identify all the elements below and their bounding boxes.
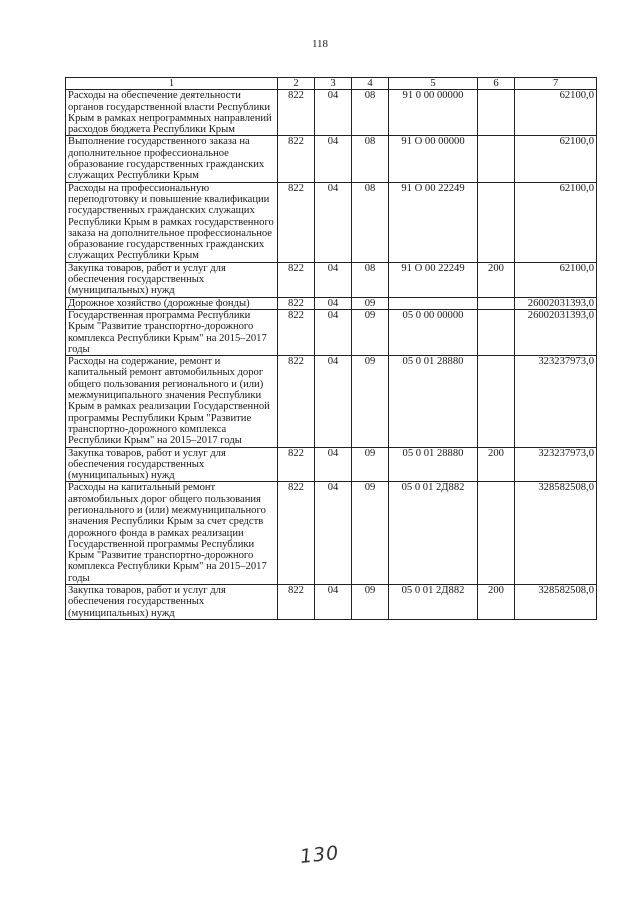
column-header: 1 [66,78,278,90]
table-row [66,356,597,447]
row-code-5: 05 0 00 00000 [389,309,478,355]
row-code-5: 05 0 01 2Д882 [389,482,478,585]
row-code-2: 822 [278,297,315,309]
row-amount: 323237973,0 [515,447,597,482]
row-name: Государственная программа Республики Крым "Развитие транспортно-дорожного комплекса Республики Крым" на 2015–2017 годы [66,309,278,355]
row-code-4: 08 [352,262,389,297]
row-amount: 328582508,0 [515,482,597,585]
row-code-3: 04 [315,585,352,620]
row-code-2: 822 [278,309,315,355]
row-code-6 [478,297,515,309]
handwritten-page-note: 130 [298,842,341,868]
row-code-4: 08 [352,136,389,182]
row-code-3: 04 [315,262,352,297]
row-code-2: 822 [278,447,315,482]
row-code-5: 05 0 01 28880 [389,447,478,482]
row-code-5: 91 0 00 00000 [389,90,478,136]
row-code-4: 09 [352,447,389,482]
column-header: 4 [352,78,389,90]
column-header: 5 [389,78,478,90]
table-row [66,447,597,482]
row-code-4: 09 [352,482,389,585]
table-row [66,482,597,585]
column-header: 3 [315,78,352,90]
row-amount: 323237973,0 [515,356,597,447]
row-code-5: 91 О 00 22249 [389,182,478,262]
row-code-2: 822 [278,182,315,262]
row-code-4: 08 [352,182,389,262]
row-code-3: 04 [315,356,352,447]
row-code-3: 04 [315,182,352,262]
column-header: 6 [478,78,515,90]
row-code-6: 200 [478,262,515,297]
row-code-5 [389,297,478,309]
row-name: Закупка товаров, работ и услуг для обеспечения государственных (муниципальных) нужд [66,447,278,482]
row-name: Закупка товаров, работ и услуг для обеспечения государственных (муниципальных) нужд [66,262,278,297]
row-code-2: 822 [278,356,315,447]
row-amount: 328582508,0 [515,585,597,620]
row-name: Закупка товаров, работ и услуг для обеспечения государственных (муниципальных) нужд [66,585,278,620]
row-name: Расходы на профессиональную переподготовку и повышение квалификации государственных гражданских служащих Республики Крым в рамках государственного заказа на дополнительное профессиональное образование государственных гражданских служащих Республики Крым [66,182,278,262]
row-name: Дорожное хозяйство (дорожные фонды) [66,297,278,309]
table-row [66,182,597,262]
row-amount: 26002031393,0 [515,297,597,309]
row-amount: 62100,0 [515,90,597,136]
row-code-2: 822 [278,482,315,585]
row-code-5: 91 О 00 22249 [389,262,478,297]
row-code-4: 08 [352,90,389,136]
row-code-6: 200 [478,585,515,620]
row-code-2: 822 [278,585,315,620]
row-amount: 26002031393,0 [515,309,597,355]
row-code-2: 822 [278,262,315,297]
row-code-6 [478,136,515,182]
row-name: Расходы на капитальный ремонт автомобильных дорог общего пользования регионального и (или) межмуниципального значения Республики Крым за счет средств дорожного фонда в рамках реализации Государственной программы Республики Крым "Развитие транспортно-дорожного комплекса Республики Крым" на 2015–2017 годы [66,482,278,585]
row-code-4: 09 [352,356,389,447]
row-code-3: 04 [315,482,352,585]
row-code-6 [478,90,515,136]
column-header: 2 [278,78,315,90]
row-code-3: 04 [315,136,352,182]
row-code-3: 04 [315,90,352,136]
row-name: Выполнение государственного заказа на дополнительное профессиональное образование государственных гражданских служащих Республики Крым [66,136,278,182]
table-row [66,585,597,620]
row-code-5: 91 О 00 00000 [389,136,478,182]
column-header: 7 [515,78,597,90]
row-code-4: 09 [352,297,389,309]
table-row [66,90,597,136]
row-code-4: 09 [352,585,389,620]
row-amount: 62100,0 [515,262,597,297]
row-code-6: 200 [478,447,515,482]
budget-table [65,77,597,620]
row-name: Расходы на содержание, ремонт и капитальный ремонт автомобильных дорог общего пользования регионального и (или) межмуниципального значения Республики Крым в рамках реализации Государственной программы Республики Крым "Развитие транспортно-дорожного комплекса Республики Крым" на 2015–2017 годы [66,356,278,447]
row-code-2: 822 [278,90,315,136]
row-code-3: 04 [315,309,352,355]
row-name: Расходы на обеспечение деятельности органов государственной власти Республики Крым в рамках непрограммных направлений расходов бюджета Республики Крым [66,90,278,136]
row-amount: 62100,0 [515,136,597,182]
row-code-4: 09 [352,309,389,355]
row-code-3: 04 [315,297,352,309]
row-code-6 [478,482,515,585]
table-row [66,309,597,355]
row-code-6 [478,309,515,355]
row-code-3: 04 [315,447,352,482]
table-row [66,262,597,297]
table-row [66,136,597,182]
row-code-6 [478,182,515,262]
row-code-2: 822 [278,136,315,182]
row-code-5: 05 0 01 28880 [389,356,478,447]
table-row [66,297,597,309]
row-code-5: 05 0 01 2Д882 [389,585,478,620]
page-number: 118 [311,38,329,50]
row-code-6 [478,356,515,447]
row-amount: 62100,0 [515,182,597,262]
table-header-row [66,78,597,90]
